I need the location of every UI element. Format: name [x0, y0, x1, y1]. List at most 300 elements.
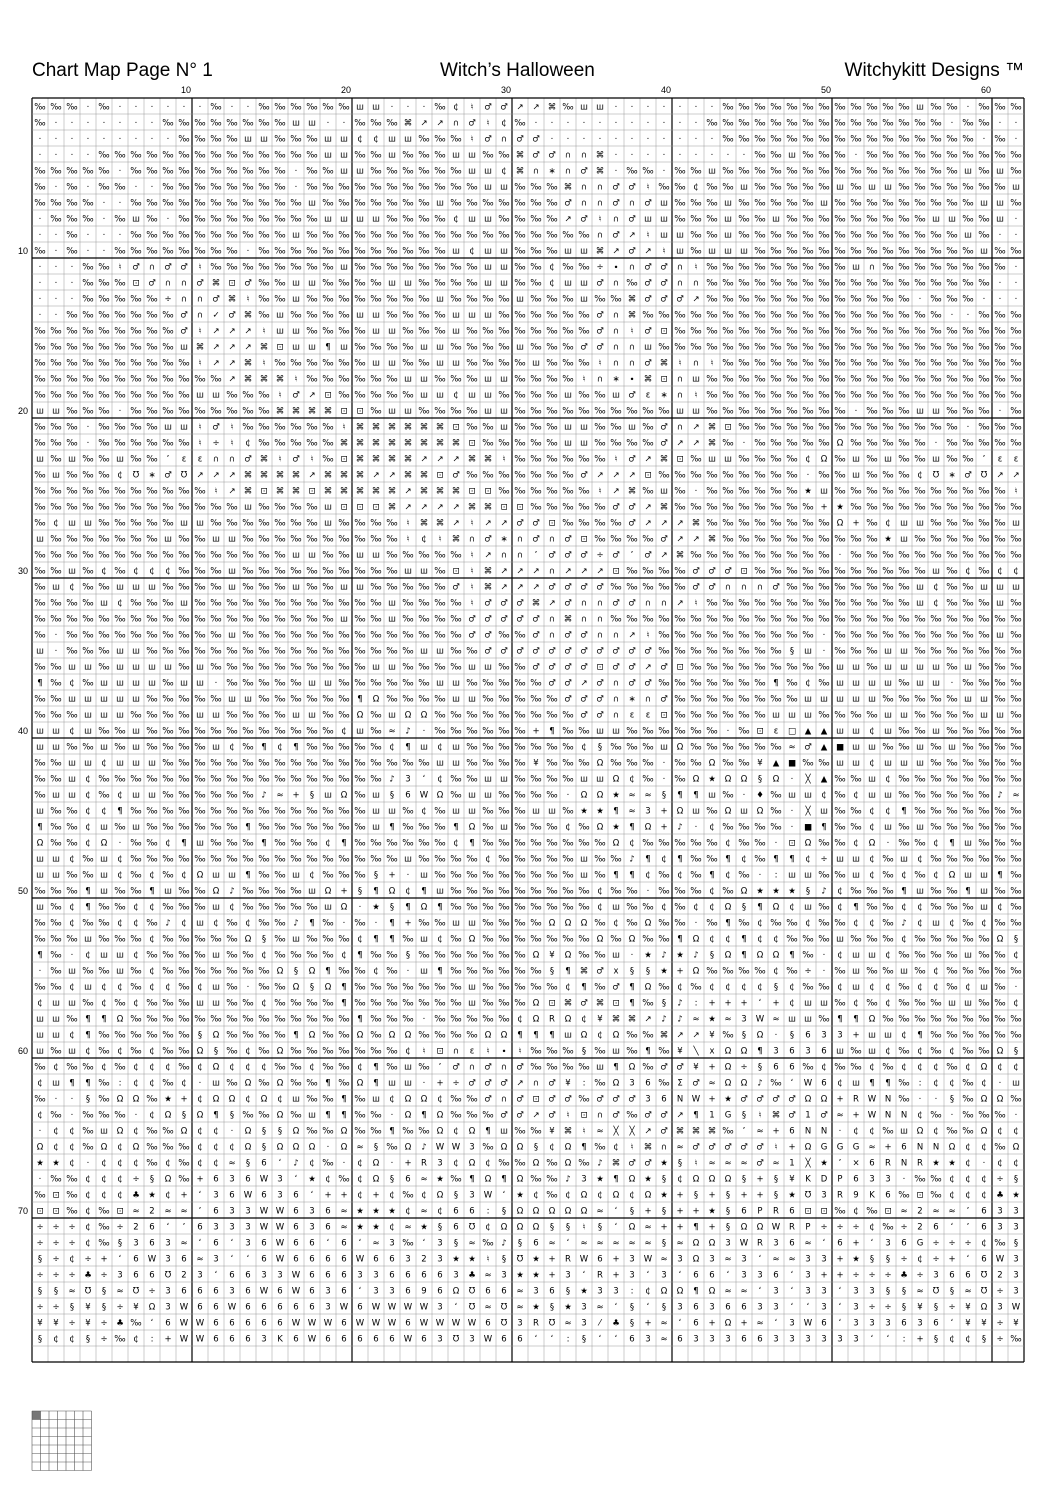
grid-cell-symbol: ш	[692, 807, 700, 817]
grid-cell-symbol: ∩	[549, 567, 555, 577]
grid-cell-symbol: ♂	[580, 583, 588, 593]
grid-cell-symbol: ¢	[389, 743, 394, 753]
grid-cell-symbol: ‰	[306, 615, 317, 625]
grid-cell-symbol: ‰	[1010, 695, 1021, 705]
grid-cell-symbol: W	[372, 1303, 381, 1313]
grid-cell-symbol: Ω	[581, 1207, 588, 1217]
grid-cell-symbol: ⌘	[340, 471, 349, 481]
grid-cell-symbol: §	[582, 1335, 586, 1345]
grid-cell-symbol: ‰	[306, 375, 317, 385]
grid-cell-symbol: Ω	[533, 999, 540, 1009]
grid-cell-symbol: ¶	[421, 1111, 426, 1121]
grid-cell-symbol: 3	[773, 1287, 778, 1297]
grid-cell-symbol: 3	[357, 1271, 362, 1281]
grid-cell-symbol: ¶	[645, 855, 650, 865]
grid-cell-symbol: ‰	[850, 311, 861, 321]
grid-cell-symbol: ‰	[914, 1175, 925, 1185]
grid-cell-symbol: ‰	[274, 103, 285, 113]
grid-cell-symbol: ¢	[933, 871, 938, 881]
grid-cell-symbol: ‰	[770, 615, 781, 625]
grid-cell-symbol: ‰	[546, 839, 557, 849]
grid-cell-symbol: Ω	[277, 1047, 284, 1057]
grid-cell-symbol: 3	[261, 1271, 266, 1281]
grid-cell-symbol: ‰	[866, 487, 877, 497]
grid-cell-symbol: ⊡	[356, 503, 363, 513]
grid-cell-symbol: ‰	[834, 215, 845, 225]
grid-cell-symbol: 6	[821, 1047, 826, 1057]
grid-cell-symbol: ‰	[162, 1015, 173, 1025]
grid-cell-symbol: ш	[36, 807, 44, 817]
grid-cell-symbol: ‰	[674, 759, 685, 769]
grid-cell-symbol: ¶	[693, 1287, 698, 1297]
grid-cell-symbol: ¢	[837, 903, 842, 913]
grid-cell-symbol: ¢	[453, 839, 458, 849]
grid-cell-symbol: ‰	[434, 823, 445, 833]
grid-cell-symbol: ‰	[370, 1031, 381, 1041]
grid-cell-symbol: 6	[261, 1239, 266, 1249]
grid-cell-symbol: ‰	[114, 935, 125, 945]
grid-cell-symbol: ш	[980, 903, 988, 913]
grid-cell-symbol: ‰	[882, 551, 893, 561]
grid-cell-symbol: ‰	[322, 359, 333, 369]
grid-cell-symbol: ‰	[722, 407, 733, 417]
grid-cell-symbol: ¢	[981, 1079, 986, 1089]
grid-cell-symbol: ‰	[1010, 967, 1021, 977]
grid-cell-symbol: ‰	[290, 199, 301, 209]
grid-cell-symbol: ·	[935, 1095, 938, 1105]
grid-cell-symbol: ⊡	[372, 503, 379, 513]
grid-cell-symbol: ‰	[562, 487, 573, 497]
grid-cell-symbol: ‰	[82, 503, 93, 513]
grid-cell-symbol: ‰	[498, 903, 509, 913]
grid-cell-symbol: ш	[388, 279, 396, 289]
grid-cell-symbol: ш	[324, 503, 332, 513]
grid-cell-symbol: ★	[532, 1271, 540, 1281]
grid-cell-symbol: ‰	[370, 1047, 381, 1057]
grid-cell-symbol: ¢	[373, 135, 378, 145]
grid-cell-symbol: ш	[404, 279, 412, 289]
grid-cell-symbol: ‰	[434, 727, 445, 737]
grid-cell-symbol: ‰	[834, 791, 845, 801]
grid-cell-symbol: ♮	[214, 487, 217, 497]
grid-cell-symbol: □	[788, 727, 796, 737]
grid-cell-symbol: ш	[244, 695, 252, 705]
grid-cell-symbol: ‰	[498, 807, 509, 817]
grid-cell-symbol: ★	[612, 823, 620, 833]
grid-cell-symbol: ‰	[482, 1015, 493, 1025]
grid-cell-symbol: ∩	[629, 263, 635, 273]
grid-cell-symbol: Ʊ	[805, 1191, 812, 1201]
grid-cell-symbol: ш	[132, 823, 140, 833]
grid-cell-symbol: +	[324, 1191, 331, 1201]
grid-cell-symbol: ♂	[148, 279, 156, 289]
grid-cell-symbol: 3	[677, 1255, 682, 1265]
grid-cell-symbol: ♂	[484, 535, 492, 545]
grid-cell-symbol: ♂	[580, 711, 588, 721]
grid-cell-symbol: ‰	[210, 119, 221, 129]
grid-cell-symbol: Ω	[693, 775, 700, 785]
grid-cell-symbol: ♂	[484, 615, 492, 625]
grid-cell-symbol: ·	[55, 135, 58, 145]
grid-cell-symbol: ⊡	[660, 375, 667, 385]
grid-cell-symbol: ▲	[773, 759, 780, 769]
grid-cell-symbol: ‰	[770, 503, 781, 513]
grid-cell-symbol: ‰	[114, 1063, 125, 1073]
grid-cell-symbol: ‰	[114, 1031, 125, 1041]
grid-cell-symbol: ‰	[386, 183, 397, 193]
grid-cell-symbol: ·	[87, 183, 90, 193]
grid-cell-symbol: Ω	[869, 1015, 876, 1025]
grid-cell-symbol: Ω	[581, 791, 588, 801]
grid-cell-symbol: ‰	[466, 263, 477, 273]
grid-cell-symbol: ‰	[914, 359, 925, 369]
grid-cell-symbol: 6	[949, 1271, 954, 1281]
grid-cell-symbol: ‰	[962, 279, 973, 289]
grid-cell-symbol: ш	[436, 295, 444, 305]
grid-cell-symbol: ¢	[437, 1207, 442, 1217]
grid-cell-symbol: ¢	[117, 1191, 122, 1201]
grid-cell-symbol: ∩	[533, 1079, 539, 1089]
grid-cell-symbol: ‰	[802, 359, 813, 369]
grid-cell-symbol: ¢	[789, 999, 794, 1009]
grid-cell-symbol: ш	[644, 343, 652, 353]
grid-cell-symbol: ш	[292, 1095, 300, 1105]
grid-cell-symbol: ‰	[306, 519, 317, 529]
grid-cell-symbol: +	[660, 1223, 667, 1233]
grid-cell-symbol: 6	[773, 1271, 778, 1281]
grid-cell-symbol: ♂	[212, 423, 220, 433]
grid-cell-symbol: ш	[52, 855, 60, 865]
grid-cell-symbol: ¢	[117, 855, 122, 865]
grid-cell-symbol: ш	[404, 135, 412, 145]
grid-cell-symbol: ‰	[994, 551, 1005, 561]
grid-cell-symbol: ‰	[178, 487, 189, 497]
grid-cell-symbol: ‰	[994, 855, 1005, 865]
grid-cell-symbol: ‰	[338, 247, 349, 257]
grid-cell-symbol: R	[597, 1271, 603, 1281]
grid-cell-symbol: 6	[709, 1271, 714, 1281]
grid-cell-symbol: ·	[711, 103, 714, 113]
grid-cell-symbol: ¢	[597, 903, 602, 913]
grid-cell-symbol: ‰	[482, 807, 493, 817]
grid-cell-symbol: ‰	[34, 1191, 45, 1201]
grid-cell-symbol: ʻ	[423, 775, 426, 785]
grid-cell-symbol: ¢	[277, 743, 282, 753]
grid-cell-symbol: ¢	[629, 775, 634, 785]
grid-cell-symbol: ‰	[642, 311, 653, 321]
grid-cell-symbol: ‰	[850, 135, 861, 145]
grid-cell-symbol: ¢	[117, 599, 122, 609]
grid-cell-symbol: ÷	[68, 1319, 75, 1329]
grid-cell-symbol: ш	[692, 407, 700, 417]
grid-cell-symbol: ʻ	[759, 1287, 762, 1297]
grid-cell-symbol: ‰	[882, 695, 893, 705]
grid-cell-symbol: ‰	[546, 183, 557, 193]
grid-cell-symbol: ‰	[258, 919, 269, 929]
grid-cell-symbol: ‰	[610, 855, 621, 865]
grid-cell-symbol: ★	[516, 1191, 524, 1201]
grid-cell-symbol: ‰	[850, 551, 861, 561]
grid-cell-symbol: ‰	[930, 119, 941, 129]
grid-cell-symbol: ‰	[1010, 503, 1021, 513]
grid-cell-symbol: ‰	[258, 1111, 269, 1121]
grid-cell-symbol: ♂	[452, 471, 460, 481]
grid-cell-symbol: ¢	[277, 1095, 282, 1105]
grid-cell-symbol: ш	[68, 695, 76, 705]
grid-cell-symbol: ¶	[37, 951, 42, 961]
grid-cell-symbol: ш	[100, 711, 108, 721]
grid-cell-symbol: :	[775, 871, 778, 881]
grid-cell-symbol: ‰	[386, 1015, 397, 1025]
grid-cell-symbol: ‰	[882, 615, 893, 625]
grid-cell-symbol: W	[868, 1111, 877, 1121]
grid-cell-symbol: Ʊ	[453, 1335, 460, 1345]
grid-cell-symbol: ‰	[946, 967, 957, 977]
grid-cell-symbol: ‰	[994, 1031, 1005, 1041]
grid-cell-symbol: ‰	[434, 999, 445, 1009]
grid-cell-symbol: ¢	[197, 983, 202, 993]
grid-cell-symbol: ‰	[546, 903, 557, 913]
grid-cell-symbol: ‰	[818, 535, 829, 545]
grid-cell-symbol: ‰	[578, 727, 589, 737]
grid-cell-symbol: ¢	[261, 951, 266, 961]
grid-cell-symbol: ‰	[546, 423, 557, 433]
grid-cell-symbol: ‰	[66, 247, 77, 257]
grid-cell-symbol: ¢	[933, 583, 938, 593]
grid-cell-symbol: ‰	[82, 679, 93, 689]
grid-cell-symbol: ‰	[834, 535, 845, 545]
grid-cell-symbol: ‰	[834, 263, 845, 273]
grid-cell-symbol: ¢	[213, 1143, 218, 1153]
grid-cell-symbol: ¥	[965, 1303, 971, 1313]
grid-cell-symbol: ♪	[501, 1239, 506, 1249]
grid-cell-symbol: ‰	[482, 871, 493, 881]
grid-cell-symbol: ‰	[242, 615, 253, 625]
grid-cell-symbol: ↗	[228, 327, 235, 337]
grid-cell-symbol: ‰	[514, 679, 525, 689]
grid-cell-symbol: ш	[884, 791, 892, 801]
grid-cell-symbol: ‰	[850, 567, 861, 577]
grid-cell-symbol: ш	[52, 583, 60, 593]
grid-cell-symbol: ↗	[692, 1031, 699, 1041]
grid-cell-symbol: ¶	[693, 1111, 698, 1121]
grid-cell-symbol: ‰	[818, 935, 829, 945]
grid-cell-symbol: 6	[357, 1335, 362, 1345]
grid-cell-symbol: ш	[260, 135, 268, 145]
grid-cell-symbol: ‰	[754, 231, 765, 241]
grid-cell-symbol: ¢	[133, 919, 138, 929]
grid-cell-symbol: Ʊ	[165, 1271, 172, 1281]
grid-cell-symbol: ¢	[101, 759, 106, 769]
grid-cell-symbol: ⌘	[596, 999, 605, 1009]
grid-cell-symbol: ‰	[610, 295, 621, 305]
grid-cell-symbol: ‰	[370, 983, 381, 993]
grid-cell-symbol: §	[662, 1239, 666, 1249]
grid-cell-symbol: ¢	[917, 903, 922, 913]
grid-cell-symbol: ‰	[370, 743, 381, 753]
grid-cell-symbol: ‰	[834, 423, 845, 433]
grid-cell-symbol: ‰	[754, 151, 765, 161]
grid-cell-symbol: ‰	[770, 471, 781, 481]
grid-cell-symbol: ‰	[930, 535, 941, 545]
grid-cell-symbol: ‰	[466, 295, 477, 305]
grid-cell-symbol: ÷	[52, 1255, 59, 1265]
grid-cell-symbol: ‰	[834, 343, 845, 353]
grid-cell-symbol: ⊡	[516, 503, 523, 513]
grid-cell-symbol: ¢	[69, 1335, 74, 1345]
grid-cell-symbol: ≈	[484, 1303, 491, 1313]
grid-cell-symbol: ‰	[802, 327, 813, 337]
grid-cell-symbol: ♂	[468, 119, 476, 129]
grid-cell-symbol: 6	[293, 1255, 298, 1265]
grid-cell-symbol: ш	[596, 727, 604, 737]
grid-cell-symbol: ‰	[50, 439, 61, 449]
grid-cell-symbol: ш	[292, 583, 300, 593]
grid-cell-symbol: ‰	[786, 199, 797, 209]
grid-cell-symbol: ‰	[338, 567, 349, 577]
grid-cell-symbol: ‰	[386, 855, 397, 865]
grid-cell-symbol: ш	[36, 1015, 44, 1025]
grid-cell-symbol: ‰	[770, 535, 781, 545]
grid-cell-symbol: W	[276, 1207, 285, 1217]
grid-cell-symbol: ‰	[162, 151, 173, 161]
grid-cell-symbol: ‰	[226, 119, 237, 129]
grid-cell-symbol: ⊡	[36, 1207, 43, 1217]
grid-cell-symbol: ‰	[482, 679, 493, 689]
grid-cell-symbol: ‰	[994, 375, 1005, 385]
grid-cell-symbol: ‰	[722, 327, 733, 337]
grid-cell-symbol: ш	[148, 791, 156, 801]
grid-cell-symbol: ¢	[69, 1127, 74, 1137]
grid-cell-symbol: ‰	[770, 743, 781, 753]
grid-cell-symbol: §	[806, 887, 810, 897]
grid-cell-symbol: ‰	[322, 1015, 333, 1025]
grid-cell-symbol: §	[742, 1111, 746, 1121]
grid-cell-symbol: ‰	[546, 359, 557, 369]
grid-cell-symbol: Ω	[805, 1095, 812, 1105]
grid-cell-symbol: ‰	[226, 199, 237, 209]
grid-cell-symbol: ⌘	[548, 103, 557, 113]
grid-cell-symbol: 3	[133, 1239, 138, 1249]
grid-cell-symbol: ш	[900, 967, 908, 977]
grid-cell-symbol: ‰	[498, 679, 509, 689]
grid-cell-symbol: ‰	[482, 935, 493, 945]
grid-cell-symbol: ‰	[658, 839, 669, 849]
grid-cell-symbol: ‰	[978, 807, 989, 817]
grid-cell-symbol: §	[102, 1287, 106, 1297]
grid-cell-symbol: Ω	[165, 1175, 172, 1185]
grid-cell-symbol: ‰	[914, 871, 925, 881]
grid-cell-symbol: ш	[68, 759, 76, 769]
grid-cell-symbol: ¢	[133, 999, 138, 1009]
grid-cell-symbol: ‰	[402, 615, 413, 625]
grid-cell-symbol: ‰	[274, 119, 285, 129]
grid-cell-symbol: ‰	[50, 375, 61, 385]
grid-cell-symbol: ·	[615, 135, 618, 145]
grid-cell-symbol: 3	[1013, 1255, 1018, 1265]
grid-cell-symbol: Ω	[197, 1111, 204, 1121]
grid-cell-symbol: ‰	[450, 615, 461, 625]
grid-cell-symbol: ¢	[933, 1127, 938, 1137]
grid-cell-symbol: ‰	[370, 343, 381, 353]
grid-cell-symbol: ÷	[596, 551, 603, 561]
grid-cell-symbol: ‰	[738, 359, 749, 369]
grid-cell-symbol: ♮	[422, 1047, 425, 1057]
grid-cell-symbol: ‰	[770, 135, 781, 145]
grid-cell-symbol: ★	[36, 1159, 44, 1169]
grid-cell-symbol: ‰	[66, 1207, 77, 1217]
grid-cell-symbol: ‰	[306, 503, 317, 513]
grid-cell-symbol: ¢	[773, 967, 778, 977]
grid-cell-symbol: ‰	[594, 423, 605, 433]
grid-cell-symbol: ‰	[866, 279, 877, 289]
grid-cell-symbol: ¢	[837, 983, 842, 993]
grid-cell-symbol: 6	[965, 1271, 970, 1281]
grid-cell-symbol: +	[692, 1207, 699, 1217]
grid-cell-symbol: ‰	[306, 663, 317, 673]
grid-cell-symbol: ‰	[562, 807, 573, 817]
grid-cell-symbol: ‰	[802, 151, 813, 161]
grid-cell-symbol: ‰	[882, 247, 893, 257]
grid-cell-symbol: ¶	[677, 855, 682, 865]
grid-cell-symbol: ‰	[402, 599, 413, 609]
grid-cell-symbol: ‰	[418, 135, 429, 145]
grid-cell-symbol: ‰	[594, 295, 605, 305]
grid-cell-symbol: ш	[84, 519, 92, 529]
grid-cell-symbol: ¶	[309, 919, 314, 929]
grid-cell-symbol: ‰	[50, 615, 61, 625]
grid-cell-symbol: ш	[52, 1079, 60, 1089]
grid-cell-symbol: ‰	[594, 871, 605, 881]
grid-cell-symbol: ‰	[850, 119, 861, 129]
grid-cell-symbol: R	[837, 1191, 843, 1201]
grid-cell-symbol: Σ	[677, 1079, 682, 1089]
grid-cell-symbol: ‰	[930, 263, 941, 273]
grid-cell-symbol: ‰	[530, 919, 541, 929]
grid-cell-symbol: ‰	[514, 823, 525, 833]
grid-cell-symbol: ш	[612, 391, 620, 401]
grid-cell-symbol: ш	[452, 359, 460, 369]
grid-cell-symbol: ‰	[322, 1047, 333, 1057]
grid-cell-symbol: 6	[261, 1255, 266, 1265]
grid-cell-symbol: ★	[164, 1095, 172, 1105]
grid-cell-symbol: ‰	[930, 775, 941, 785]
grid-cell-symbol: ‰	[546, 823, 557, 833]
grid-cell-symbol: ‰	[274, 215, 285, 225]
grid-cell-symbol: ♪	[997, 791, 1002, 801]
grid-cell-symbol: ‰	[914, 327, 925, 337]
grid-cell-symbol: ⌘	[628, 311, 637, 321]
grid-cell-symbol: ∩	[581, 183, 587, 193]
grid-cell-symbol: ¶	[245, 823, 250, 833]
grid-cell-symbol: ‰	[82, 871, 93, 881]
grid-cell-symbol: ¢	[229, 1063, 234, 1073]
grid-cell-symbol: ш	[388, 327, 396, 337]
grid-cell-symbol: ⌘	[324, 471, 333, 481]
grid-cell-symbol: ⌘	[292, 407, 301, 417]
grid-cell-symbol: ∩	[197, 311, 203, 321]
grid-cell-symbol: ‰	[978, 167, 989, 177]
grid-cell-symbol: ★	[1012, 1191, 1020, 1201]
grid-cell-symbol: ¢	[501, 119, 506, 129]
grid-cell-symbol: ‰	[98, 551, 109, 561]
grid-cell-symbol: ‰	[306, 839, 317, 849]
grid-cell-symbol: ‰	[882, 391, 893, 401]
grid-cell-symbol: ‰	[450, 1175, 461, 1185]
grid-cell-symbol: ‰	[114, 775, 125, 785]
grid-cell-symbol: ‰	[402, 679, 413, 689]
grid-cell-symbol: ¢	[869, 919, 874, 929]
